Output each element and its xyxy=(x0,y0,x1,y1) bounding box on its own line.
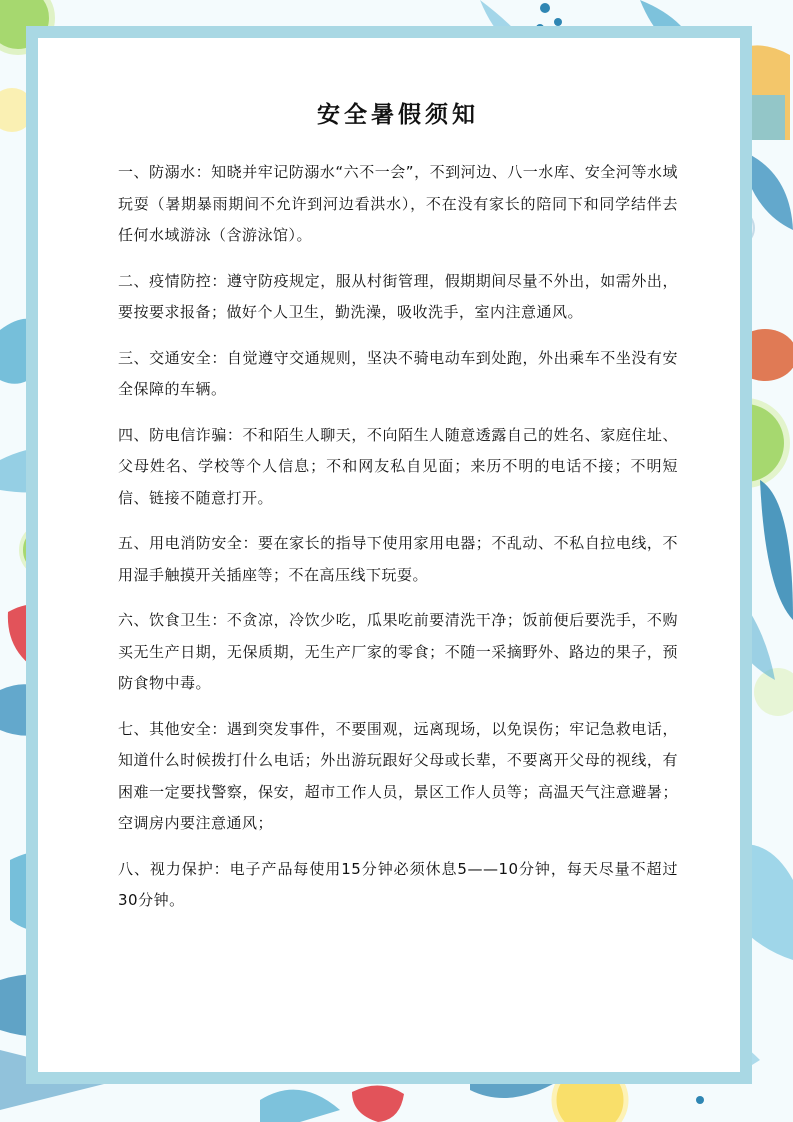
dot-icon xyxy=(554,18,562,26)
strawberry-icon xyxy=(352,1085,404,1122)
leaf-icon xyxy=(260,1090,340,1122)
paragraph-other-safety: 七、其他安全：遇到突发事件，不要围观，远离现场，以免误伤；牢记急救电话，知道什么时候拨打什么电话；外出游玩跟好父母或长辈，不要离开父母的视线，有困难一定要找警察，保安，超市工作人员，景区工作人员等；高温天气注意避暑；空调房内要注意通风； xyxy=(118,719,678,832)
dot-icon xyxy=(540,3,550,13)
paragraph-traffic-safety: 三、交通安全：自觉遵守交通规则，坚决不骑电动车到处跑，外出乘车不坐没有安全保障的车辆。 xyxy=(118,348,678,398)
paragraph-epidemic-prevention: 二、疫情防控：遵守防疫规定，服从村街管理，假期期间尽量不外出，如需外出，要按要求报备；做好个人卫生，勤洗澡，吸收洗手，室内注意通风。 xyxy=(118,271,678,321)
dot-icon xyxy=(696,1096,704,1104)
paragraph-drowning-prevention: 一、防溺水：知晓并牢记防溺水“六不一会”，不到河边、八一水库、安全河等水域玩耍（暑期暴雨期间不允许到河边看洪水），不在没有家长的陪同下和同学结伴去任何水域游泳（含游泳馆）。 xyxy=(118,163,678,244)
paragraph-telecom-fraud: 四、防电信诈骗：不和陌生人聊天，不向陌生人随意透露自己的姓名、家庭住址、父母姓名、学校等个人信息；不和网友私自见面；来历不明的电话不接；不明短信、链接不随意打开。 xyxy=(118,425,678,507)
document-title: 安全暑假须知 xyxy=(317,101,479,128)
paragraph-food-hygiene: 六、饮食卫生：不贪凉，冷饮少吃，瓜果吃前要清洗干净；饭前便后要洗手，不购买无生产日期，无保质期，无生产厂家的零食；不随一采摘野外、路边的果子，预防食物中毒。 xyxy=(118,611,678,692)
document-body xyxy=(118,96,678,931)
paragraph-eyesight-protection: 八、视力保护：电子产品每使用15分钟必须休息5——10分钟，每天尽量不超过30分钟。 xyxy=(118,859,678,909)
leaf-icon xyxy=(760,480,793,620)
paragraph-electrical-fire-safety: 五、用电消防安全：要在家长的指导下使用家用电器；不乱动、不私自拉电线，不用湿手触摸开关插座等；不在高压线下玩耍。 xyxy=(118,534,678,584)
